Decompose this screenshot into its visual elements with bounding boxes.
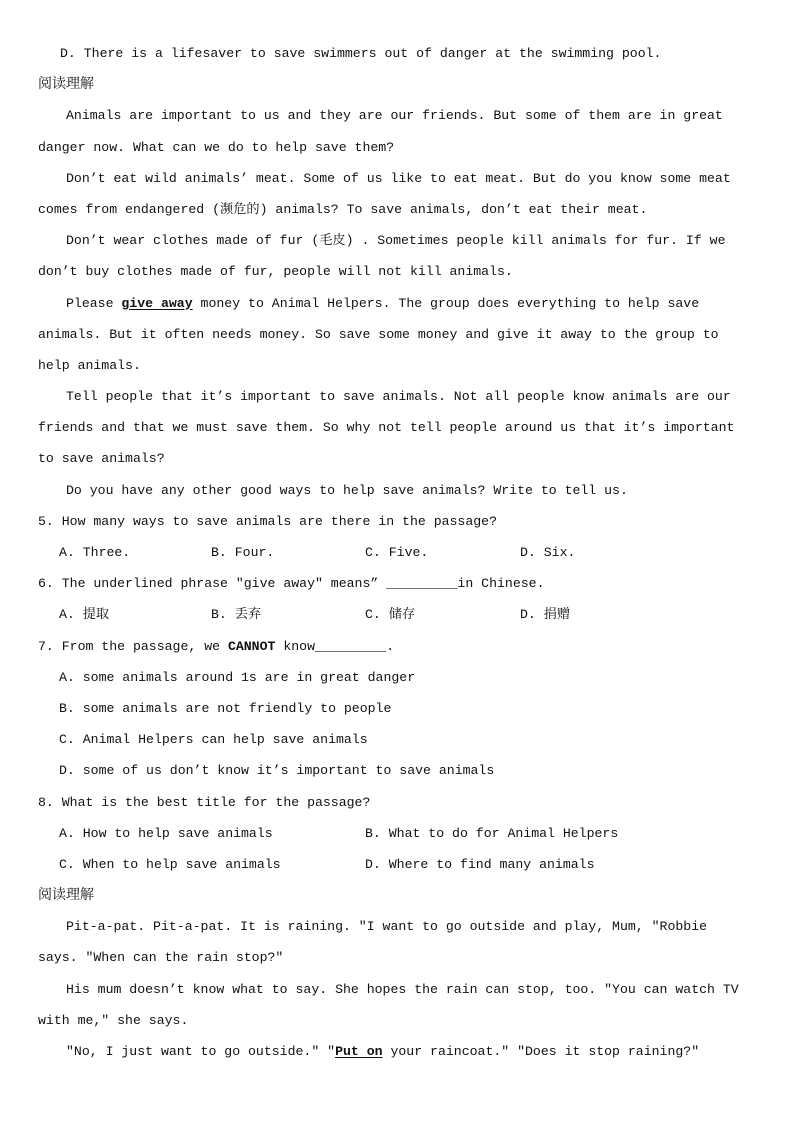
paragraph-line: danger now. What can we do to help save them? bbox=[38, 139, 395, 155]
question-stem bbox=[38, 631, 754, 662]
answer-options bbox=[38, 818, 754, 849]
paragraph-line: comes from endangered (濒危的) animals? To save animals, don’t eat their meat. bbox=[38, 201, 648, 217]
answer-option[interactable]: A. How to help save animals bbox=[59, 825, 273, 841]
paragraph-line: Do you have any other good ways to help save animals? Write to tell us. bbox=[66, 482, 628, 498]
question-stem: 6. The underlined phrase "give away" means” _________in Chinese. bbox=[38, 576, 545, 592]
paragraph-line: Pit-a-pat. Pit-a-pat. It is raining. "I want to go outside and play, Mum, "Robbie bbox=[66, 919, 708, 935]
paragraph-line: animals. But it often needs money. So save some money and give it away to the group to bbox=[38, 326, 719, 342]
paragraph-line: to save animals? bbox=[38, 451, 165, 467]
answer-options bbox=[38, 599, 754, 630]
paragraph-text: Please bbox=[66, 295, 122, 311]
previous-question-option-d: D. There is a lifesaver to save swimmers out of danger at the swimming pool. bbox=[60, 46, 662, 61]
answer-options bbox=[38, 537, 754, 568]
answer-option[interactable]: C. Five. bbox=[365, 545, 429, 560]
underlined-phrase: give away bbox=[121, 295, 193, 311]
emphasis-text: CANNOT bbox=[227, 638, 276, 654]
paragraph-line: says. "When can the rain stop?" bbox=[38, 950, 284, 966]
paragraph-line: Animals are important to us and they are our friends. But some of them are in great bbox=[66, 108, 723, 124]
question-stem: 5. How many ways to save animals are there in the passage? bbox=[38, 513, 497, 529]
answer-option[interactable]: D. 捐赠 bbox=[520, 607, 571, 623]
paragraph-text: money to Animal Helpers. The group does everything to help save bbox=[192, 295, 700, 311]
paragraph-line: help animals. bbox=[38, 357, 141, 373]
answer-option[interactable]: A. 提取 bbox=[59, 607, 110, 623]
paragraph-text: your raincoat." "Does it stop raining?" bbox=[382, 1044, 700, 1059]
paragraph-line: Don’t wear clothes made of fur (毛皮) . Sometimes people kill animals for fur. If we bbox=[66, 233, 726, 249]
paragraph-line: Don’t eat wild animals’ meat. Some of us like to eat meat. But do you know some meat bbox=[66, 170, 731, 186]
answer-option[interactable]: A. some animals around 1s are in great danger bbox=[59, 669, 416, 685]
answer-option[interactable]: C. When to help save animals bbox=[59, 856, 281, 872]
paragraph-text: "No, I just want to go outside." " bbox=[66, 1044, 336, 1059]
underlined-phrase: Put on bbox=[335, 1044, 383, 1059]
answer-option[interactable]: D. some of us don’t know it’s important to save animals bbox=[59, 763, 495, 779]
question-text: 7. From the passage, we bbox=[38, 638, 228, 654]
answer-option[interactable]: B. What to do for Animal Helpers bbox=[365, 825, 619, 841]
question-text: know_________. bbox=[275, 638, 395, 654]
answer-option[interactable]: B. some animals are not friendly to people bbox=[59, 700, 392, 716]
answer-option[interactable]: C. 储存 bbox=[365, 607, 416, 623]
paragraph-line: friends and that we must save them. So why not tell people around us that it’s important bbox=[38, 420, 735, 436]
answer-options bbox=[38, 849, 754, 880]
answer-option[interactable]: D. Six. bbox=[520, 545, 576, 560]
section-heading: 阅读理解 bbox=[38, 887, 94, 904]
paragraph-line: Tell people that it’s important to save animals. Not all people know animals are our bbox=[66, 389, 731, 405]
paragraph-line: with me," she says. bbox=[38, 1012, 189, 1028]
paragraph-line bbox=[38, 1036, 754, 1067]
answer-option[interactable]: A. Three. bbox=[59, 545, 131, 560]
answer-option[interactable]: B. 丢弃 bbox=[211, 607, 262, 623]
answer-option[interactable]: B. Four. bbox=[211, 545, 275, 560]
paragraph-line bbox=[38, 288, 754, 319]
answer-option[interactable]: C. Animal Helpers can help save animals bbox=[59, 732, 368, 748]
paragraph-line: don’t buy clothes made of fur, people will not kill animals. bbox=[38, 264, 513, 280]
section-heading: 阅读理解 bbox=[38, 76, 94, 93]
answer-option[interactable]: D. Where to find many animals bbox=[365, 856, 595, 872]
question-stem: 8. What is the best title for the passage? bbox=[38, 794, 371, 810]
paragraph-line: His mum doesn’t know what to say. She hopes the rain can stop, too. "You can watch TV bbox=[66, 981, 739, 997]
